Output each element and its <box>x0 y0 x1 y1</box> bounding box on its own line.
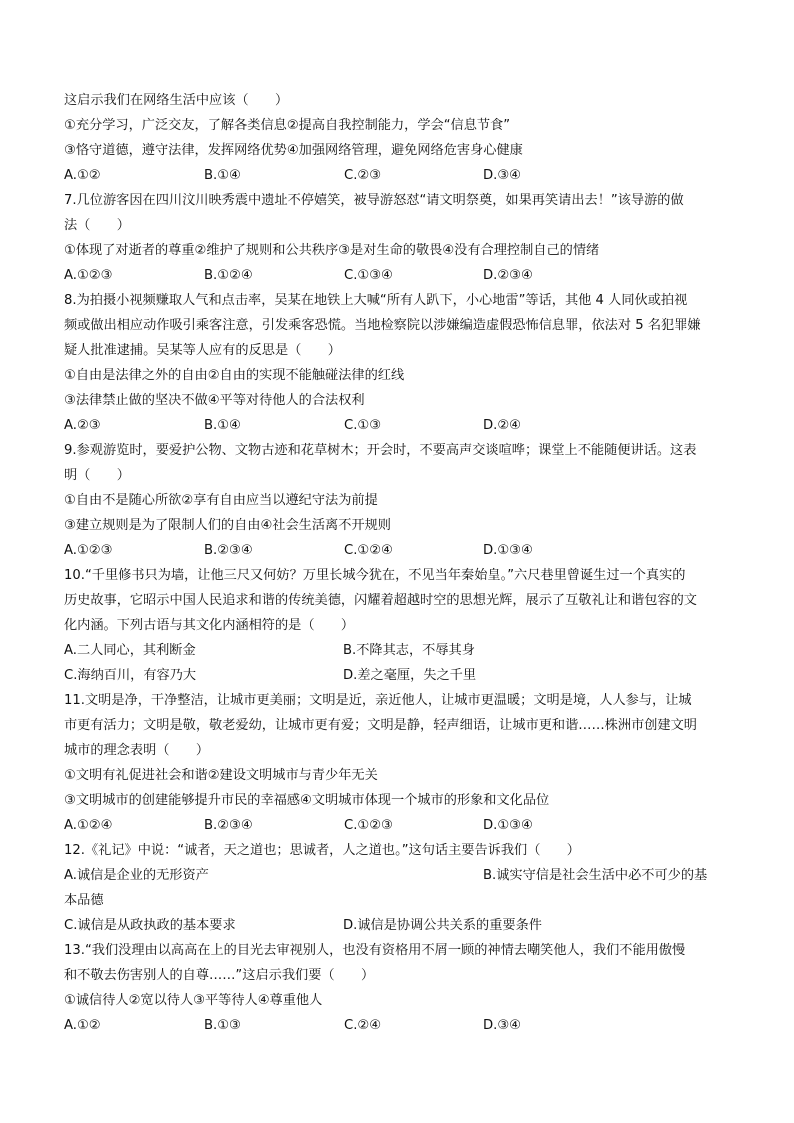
question-6-options <box>64 163 740 188</box>
question-10-stem: 10.“千里修书只为墙，让他三尺又何妨？万里长城今犹在，不见当年秦始皇。”六尺巷里曾诞生过一个真实的 <box>64 568 686 583</box>
option-c: C.①③④ <box>344 268 393 283</box>
question-10-options-row-1 <box>64 638 740 663</box>
option-c: C.②③ <box>344 168 382 183</box>
question-6-statement-1: ①充分学习，广泛交友，了解各类信息②提高自我控制能力，学会“信息节食” <box>64 118 511 133</box>
question-7-options <box>64 263 740 288</box>
option-a: A.①② <box>64 1018 101 1033</box>
question-8-options <box>64 413 740 438</box>
option-c: C.①②③ <box>344 818 393 833</box>
option-d: D.①③④ <box>483 543 533 558</box>
option-a: A.②③ <box>64 418 101 433</box>
option-b: B.①②④ <box>204 268 253 283</box>
question-10-stem-end: 化内涵。下列古语与其文化内涵相符的是（ ） <box>64 618 355 633</box>
question-11-stem-cont: 市更有活力；文明是敬，敬老爱幼，让城市更有爱；文明是静，轻声细语，让城市更和谐……株洲市创建文明 <box>64 718 697 733</box>
question-12-options-cd <box>64 913 740 938</box>
option-a: A.①②④ <box>64 818 113 833</box>
option-d: D.①③④ <box>483 818 533 833</box>
question-7-stem: 7.几位游客因在四川汶川映秀震中遗址不停嬉笑，被导游怒怼“请文明祭奠，如果再笑请出去！”该导游的做 <box>64 193 684 208</box>
exam-page <box>64 88 740 1038</box>
question-11-statement-1: ①文明有礼促进社会和谐②建设文明城市与青少年无关 <box>64 768 378 783</box>
option-d: D.③④ <box>483 1018 521 1033</box>
option-d: D.诚信是协调公共关系的重要条件 <box>343 918 542 933</box>
option-c: C.海纳百川，有容乃大 <box>64 668 197 683</box>
question-12-stem: 12.《礼记》中说：“诚者，天之道也；思诚者，人之道也。”这句话主要告诉我们（ ） <box>64 843 580 858</box>
option-b: B.不降其志，不辱其身 <box>343 643 475 658</box>
question-13-statements: ①诚信待人②宽以待人③平等待人④尊重他人 <box>64 993 323 1008</box>
option-c: C.②④ <box>344 1018 382 1033</box>
question-8-stem: 8.为拍摄小视频赚取人气和点击率，吴某在地铁上大喊“所有人趴下，小心地雷”等话，其他 4 人同伙或拍视 <box>64 293 688 308</box>
option-d: D.②③④ <box>483 268 533 283</box>
option-c: C.①②④ <box>344 543 393 558</box>
question-6-stem: 这启示我们在网络生活中应该（ ） <box>64 93 289 108</box>
option-a: A.二人同心，其利断金 <box>64 643 196 658</box>
question-11-options <box>64 813 740 838</box>
option-a: A.①②③ <box>64 543 113 558</box>
option-d: D.②④ <box>483 418 521 433</box>
question-9-stem: 9.参观游览时，要爱护公物、文物古迹和花草树木；开会时，不要高声交谈喧哗；课堂上不能随便讲话。这表 <box>64 443 697 458</box>
option-a: A.①②③ <box>64 268 113 283</box>
question-9-stem-cont: 明（ ） <box>64 468 130 483</box>
option-a: A.①② <box>64 168 101 183</box>
question-8-stem-end: 疑人批准逮捕。吴某等人应有的反思是（ ） <box>64 343 341 358</box>
question-9-options <box>64 538 740 563</box>
option-d: D.差之毫厘，失之千里 <box>343 668 477 683</box>
option-c: C.①③ <box>344 418 382 433</box>
option-b: B.②③④ <box>204 818 253 833</box>
option-b: B.②③④ <box>204 543 253 558</box>
question-10-stem-cont: 历史故事，它昭示中国人民追求和谐的传统美德，闪耀着超越时空的思想光辉，展示了互敬礼让和谐包容的文 <box>64 593 697 608</box>
question-9-statement-1: ①自由不是随心所欲②享有自由应当以遵纪守法为前提 <box>64 493 378 508</box>
option-c: C.诚信是从政执政的基本要求 <box>64 918 236 933</box>
option-d: D.③④ <box>483 168 521 183</box>
option-a: A.诚信是企业的无形资产 <box>64 868 209 883</box>
question-6-statement-2: ③恪守道德，遵守法律，发挥网络优势④加强网络管理，避免网络危害身心健康 <box>64 143 523 158</box>
question-13-stem: 13.“我们没理由以高高在上的目光去审视别人，也没有资格用不屑一顾的神情去嘲笑他人，我们不能用傲慢 <box>64 943 686 958</box>
option-b: B.①③ <box>204 1018 241 1033</box>
question-7-stem-cont: 法（ ） <box>64 218 130 233</box>
question-11-stem: 11.文明是净，干净整洁，让城市更美丽；文明是近，亲近他人，让城市更温暖；文明是境，人人参与，让城 <box>64 693 692 708</box>
question-13-options <box>64 1013 740 1038</box>
question-13-stem-cont: 和不敬去伤害别人的自尊……”这启示我们要（ ） <box>64 968 375 983</box>
question-7-statements: ①体现了对逝者的尊重②维护了规则和公共秩序③是对生命的敬畏④没有合理控制自己的情绪 <box>64 243 600 258</box>
option-b: B.①④ <box>204 418 241 433</box>
question-11-statement-2: ③文明城市的创建能够提升市民的幸福感④文明城市体现一个城市的形象和文化品位 <box>64 793 550 808</box>
question-11-stem-end: 城市的理念表明（ ） <box>64 743 210 758</box>
option-b: B.①④ <box>204 168 241 183</box>
question-8-stem-cont: 频或做出相应动作吸引乘客注意，引发乘客恐慌。当地检察院以涉嫌编造虚假恐怖信息罪，依法对 5 名犯罪嫌 <box>64 318 701 333</box>
question-10-options-row-2 <box>64 663 740 688</box>
question-8-statement-1: ①自由是法律之外的自由②自由的实现不能触碰法律的红线 <box>64 368 405 383</box>
question-12-options-ab <box>64 863 740 913</box>
question-8-statement-2: ③法律禁止做的坚决不做④平等对待他人的合法权利 <box>64 393 365 408</box>
option-b-wrap: 本品德 <box>64 893 104 908</box>
question-9-statement-2: ③建立规则是为了限制人们的自由④社会生活离不开规则 <box>64 518 391 533</box>
option-b: B.诚实守信是社会生活中必不可少的基 <box>483 868 708 883</box>
